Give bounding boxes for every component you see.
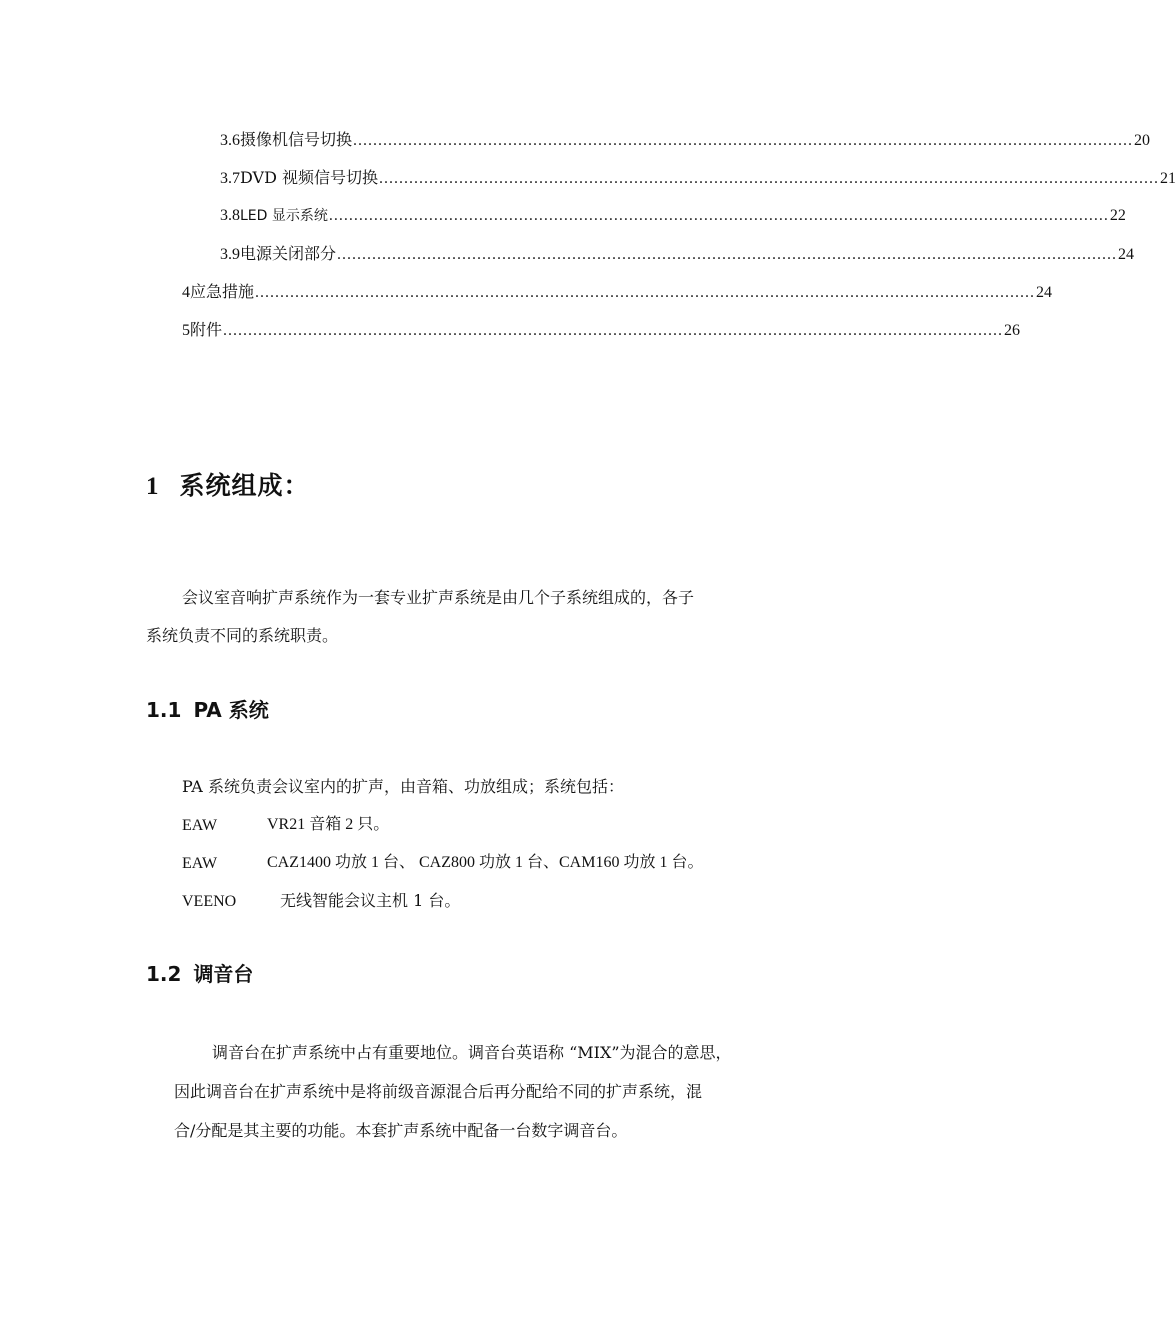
equipment-brand: EAW (182, 817, 218, 834)
equipment-brand: EAW (182, 855, 218, 872)
list-item (182, 813, 217, 838)
toc-entry[interactable] (220, 242, 1135, 266)
toc-title: 摄像机信号切换 (240, 130, 353, 149)
toc-leader: ............................................................................................................................................................ (328, 207, 1109, 224)
toc-number: 3.7 (220, 170, 240, 187)
toc-title: DVD 视频信号切换 (240, 168, 379, 187)
section-title: 调音台 (193, 962, 254, 986)
toc-title: 应急措施 (190, 282, 255, 301)
section-number: 1 (146, 473, 160, 500)
toc-leader: ............................................................................................................................................................ (353, 132, 1134, 149)
toc-entry[interactable] (220, 166, 1176, 190)
equipment-detail: VR21 音箱 2 只。 (267, 816, 390, 833)
section-heading-1-2 (146, 958, 253, 987)
toc-leader: ............................................................................................................................................................ (379, 170, 1160, 187)
toc-page: 20 (1134, 132, 1151, 149)
toc-title: 附件 (190, 320, 223, 339)
toc-entry[interactable] (220, 128, 1151, 152)
section-title: PA 系统 (193, 698, 269, 722)
equipment-brand: VEENO (182, 893, 237, 910)
toc-title: LED 显示系统 (240, 208, 328, 224)
equipment-detail: CAZ1400 功放 1 台、 CAZ800 功放 1 台、CAM160 功放 1 台。 (267, 854, 704, 871)
mixer-paragraph-line: 调音台在扩声系统中占有重要地位。调音台英语称 “MIX”为混合的意思， (212, 1043, 732, 1062)
toc-entry[interactable] (220, 204, 1126, 228)
mixer-paragraph-line: 因此调音台在扩声系统中是将前级音源混合后再分配给不同的扩声系统，混 (174, 1082, 703, 1101)
equipment-detail: 无线智能会议主机 1 台。 (280, 891, 461, 910)
toc-page: 22 (1109, 207, 1126, 224)
toc-number: 5 (182, 322, 190, 339)
list-item (182, 889, 236, 914)
section-number: 1.1 (146, 698, 182, 722)
toc-entry[interactable] (182, 318, 1021, 342)
list-item (182, 851, 217, 876)
toc-number: 3.8 (220, 207, 240, 224)
toc-leader: ............................................................................................................................................................ (223, 322, 1004, 339)
mixer-paragraph-line: 合/分配是其主要的功能。本套扩声系统中配备一台数字调音台。 (174, 1121, 628, 1140)
toc-leader: ............................................................................................................................................................ (337, 246, 1118, 263)
toc-number: 3.6 (220, 132, 240, 149)
section-heading-1-1 (146, 694, 269, 723)
intro-paragraph-line: 会议室音响扩声系统作为一套专业扩声系统是由几个子系统组成的，各子 (182, 588, 695, 607)
toc-number: 3.9 (220, 246, 240, 263)
toc-page: 24 (1036, 284, 1053, 301)
section-number: 1.2 (146, 962, 182, 986)
section-heading-1 (146, 466, 310, 502)
toc-page: 21 (1160, 170, 1176, 187)
toc-entry[interactable] (182, 280, 1053, 304)
toc-title: 电源关闭部分 (240, 244, 337, 263)
toc-page: 26 (1004, 322, 1021, 339)
intro-paragraph-line: 系统负责不同的系统职责。 (146, 626, 339, 645)
toc-leader: ............................................................................................................................................................ (255, 284, 1036, 301)
toc-page: 24 (1118, 246, 1135, 263)
pa-description: PA 系统负责会议室内的扩声，由音箱、功放组成；系统包括： (182, 777, 624, 796)
section-title: 系统组成： (179, 471, 310, 500)
toc-number: 4 (182, 284, 190, 301)
